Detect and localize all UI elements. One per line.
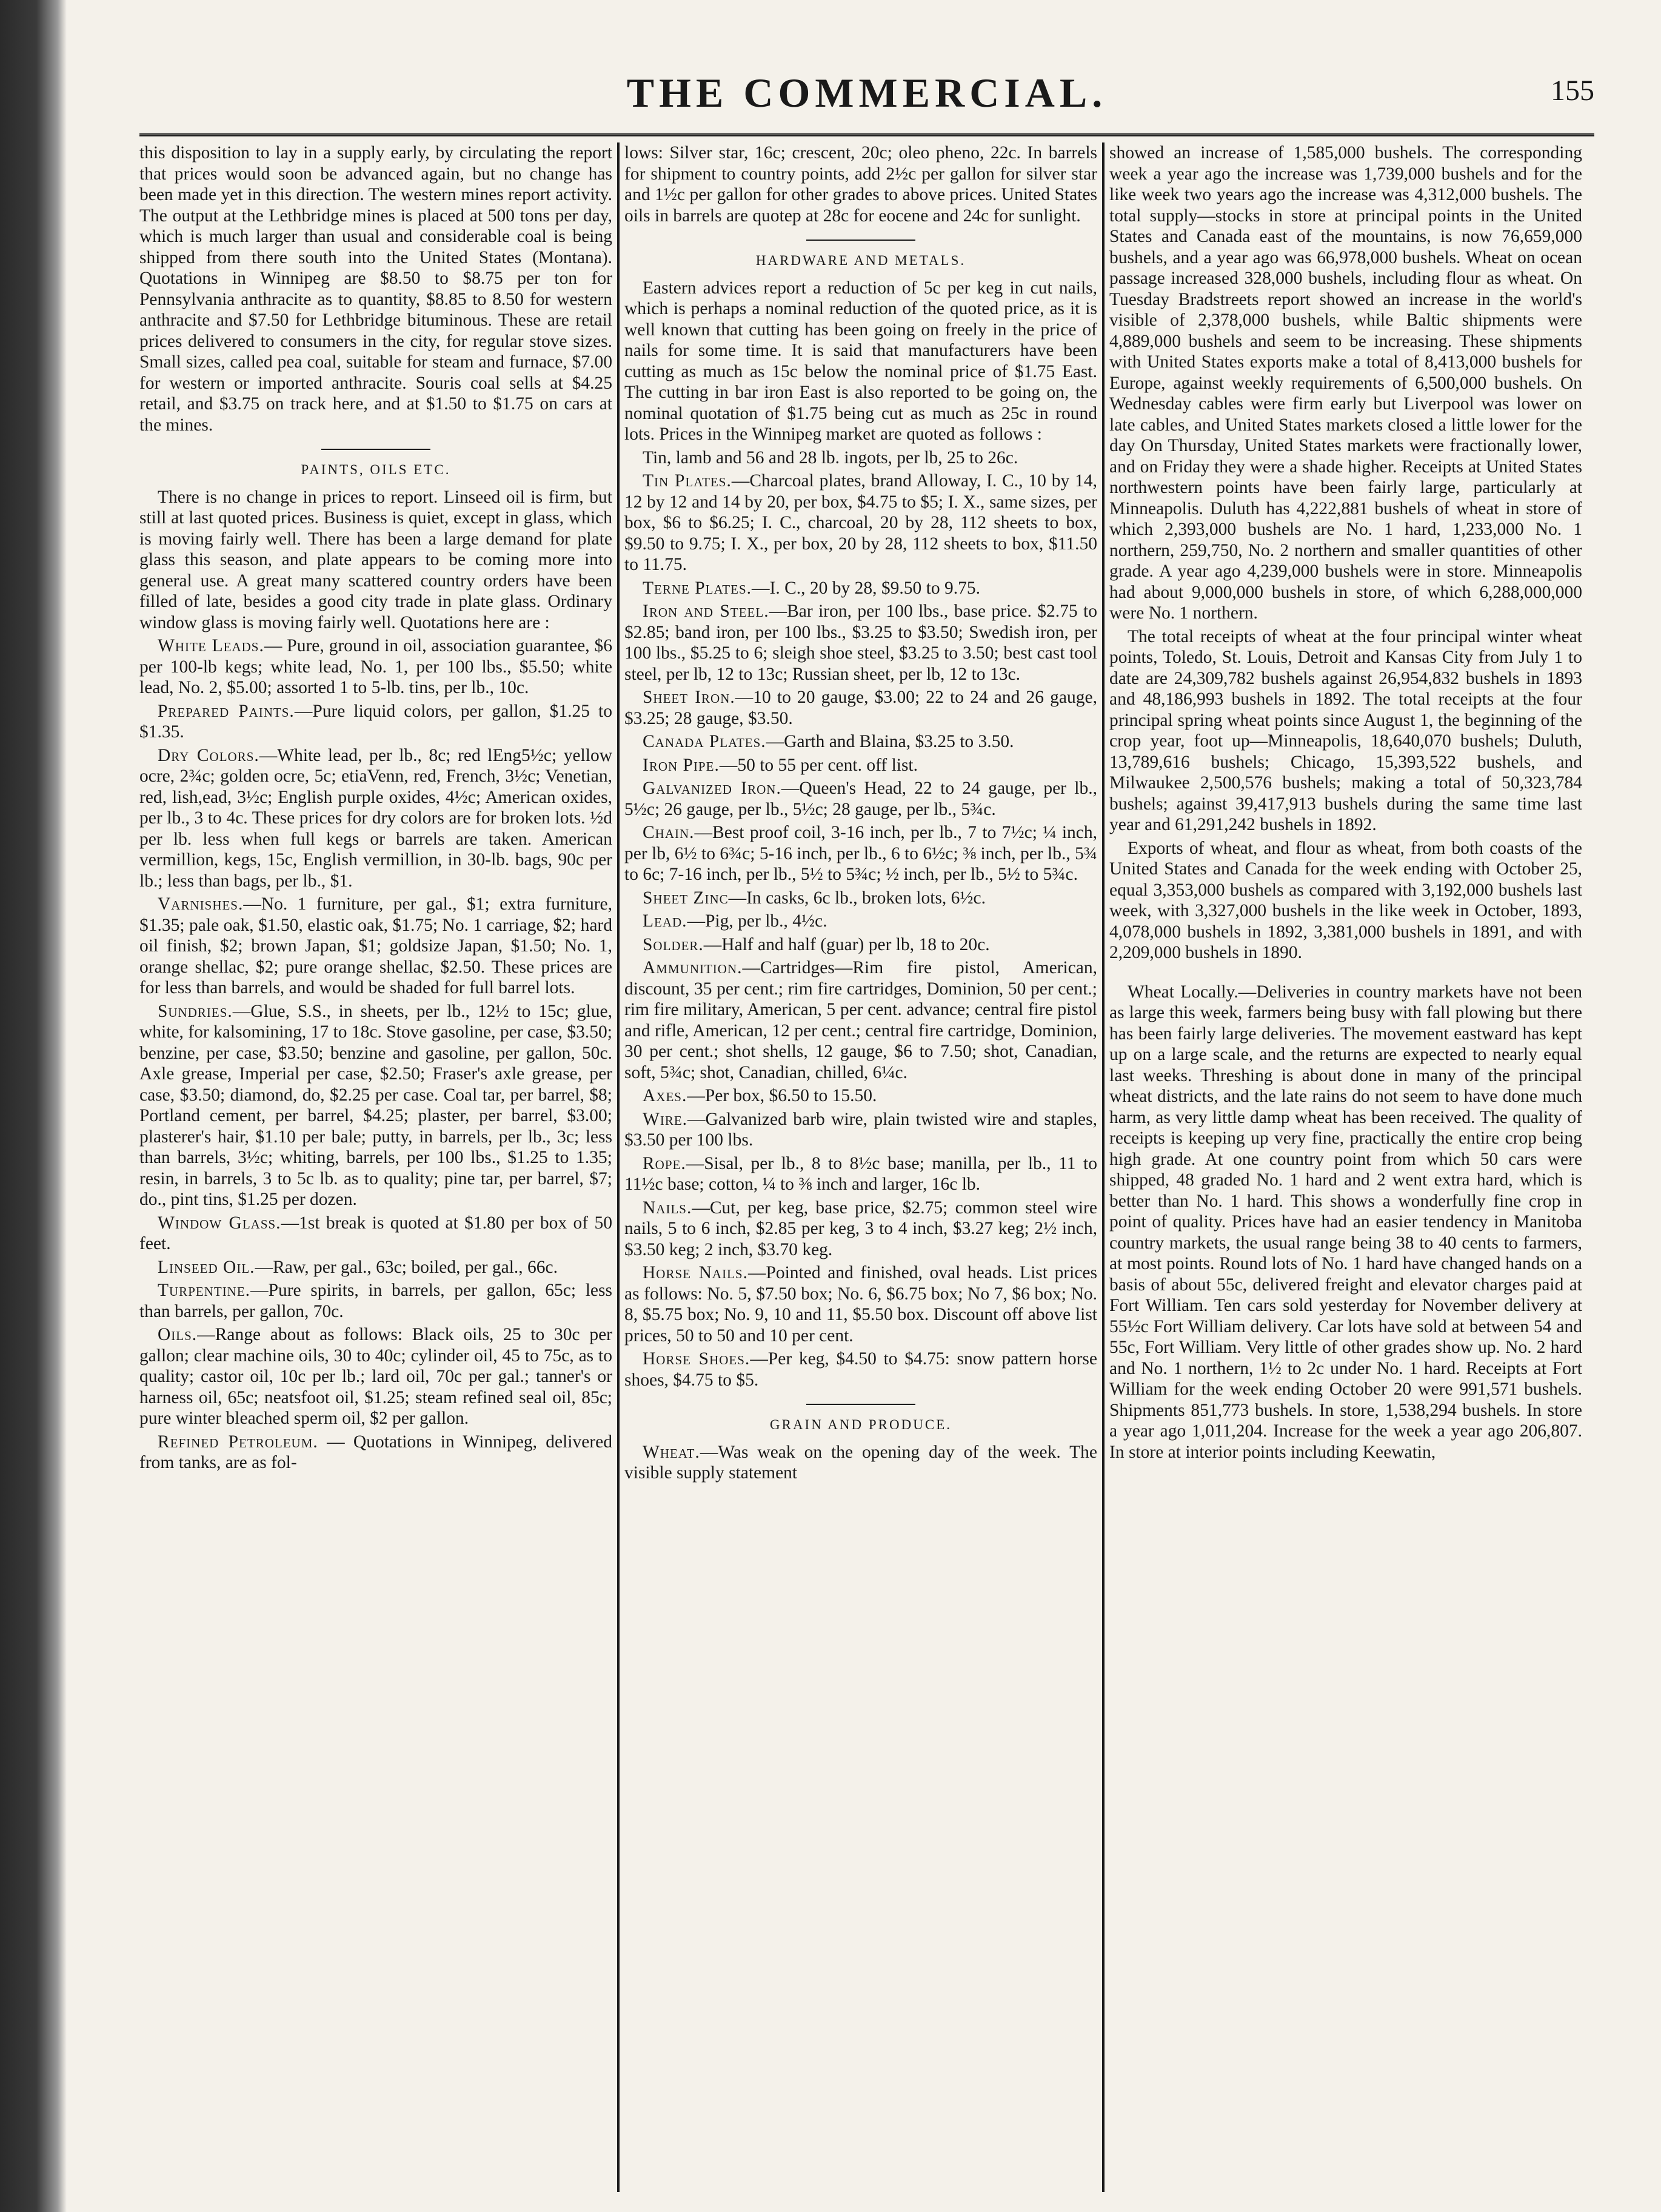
paragraph-text: —Garth and Blaina, $3.25 to 3.50. [766, 732, 1014, 751]
publication-title: THE COMMERCIAL. [626, 70, 1108, 116]
paragraph [139, 635, 612, 699]
paragraph-text: —Pure spirits, in barrels, per gallon, 65c; less than barrels, per gallon, 70c. [139, 1281, 612, 1321]
paragraph [139, 1001, 612, 1210]
paragraph-text: showed an increase of 1,585,000 bushels. The corresponding week a year ago the increase was 1,739,000 bushels and for the like week two years ago the increase was 4,312,000 bushels. The total supply—stocks in store at principal points in the United States and Canada east of the mountains, is now 76,659,000 bushels, and a year ago was 66,978,000 bushels. Wheat on ocean passage increased 328,000 bushels, including flour as wheat. On Tuesday Bradstreets report showed an increase in the world's visible of 2,378,000 bushels, while Baltic shipments were 4,889,000 bushels and seem to be increasing. These shipments with United States exports make a total of 8,413,000 bushels for Europe, against weekly requirements of 6,500,000 bushels. On Wednesday cables were firm early but Liverpool was lower on late cables, and United States markets closed a little lower for the day On Thursday, United States markets were fractionally lower, and on Friday they were a shade higher. Receipts at United States northwestern points have been fairly large, particularly at Minneapolis. Duluth has 4,222,881 bushels of wheat in store of which 2,393,000 bushels are No. 1 hard, 1,233,000 No. 1 northern, 259,750, No. 2 northern and smaller quantities of other grade. A year ago 4,239,000 bushels were in store. Minneapolis had about 9,000,000 bushels in store, of which 6,288,000,000 were No. 1 northern. [1109, 143, 1582, 623]
paragraph-text: —1st break is quoted at $1.80 per box of 50 feet. [139, 1213, 612, 1253]
paragraph [624, 731, 1097, 752]
paragraph-text: —I. C., 20 by 28, $9.50 to 9.75. [752, 578, 980, 598]
paragraph-text: —Per keg, $4.50 to $4.75: snow pattern horse shoes, $4.75 to $5. [624, 1349, 1097, 1390]
paragraph-text: —In casks, 6c lb., broken lots, 6½c. [728, 888, 986, 908]
paragraph [139, 1213, 612, 1255]
paragraph-text: Exports of wheat, and flour as wheat, from both coasts of the United States and Canada for the week ending with October 25, equal 3,353,000 bushels as compared with 3,192,000 bushels last week, with 3,327,000 bushels in the like week in October, 1893, 4,078,000 bushels in 1892, 3,381,000 bushels in 1891, and with 2,209,000 bushels in 1890. [1109, 838, 1582, 962]
paragraph-text: The total receipts of wheat at the four principal winter wheat points, Toledo, St. Louis, Detroit and Kansas City from July 1 to date are 24,309,782 bushels against 26,954,832 bushels in 1893 and 48,186,993 bushels in 1892. The total receipts at the four principal spring wheat points since August 1, the beginning of the crop year, foot up—Minneapolis, 18,640,070 bushels; Duluth, 13,789,616 bushels; Chicago, 15,393,522 bushels, and Milwaukee 2,500,576 bushels; making a total of 50,323,784 bushels; against 39,417,913 bushels during the same time last year and 61,291,242 bushels in 1892. [1109, 626, 1582, 834]
paragraph-text: — Quotations in Winnipeg, delivered from tanks, are as fol- [139, 1432, 612, 1472]
paragraph [624, 1442, 1097, 1484]
paragraph-text: Tin, lamb and 56 and 28 lb. ingots, per lb, 25 to 26c. [643, 447, 1018, 468]
column-3 [1109, 142, 1582, 2192]
paragraph-text: —Queen's Head, 22 to 24 gauge, per lb., 5½c; 26 gauge, per lb., 5½c; 28 gauge, per lb., 5¾c. [624, 779, 1097, 819]
item-lead: Iron Pipe. [643, 755, 720, 775]
column-rule [1102, 142, 1105, 2192]
paragraph-text: —Glue, S.S., in sheets, per lb., 12½ to 15c; glue, white, for kalsomining, 17 to 18c. Stove gasoline, per case, $3.50; benzine, per case, $3.50; benzine and gasoline, per gallon, 50c. Axle grease, Imperial per case, $2.50; Fraser's axle grease, per case, $3.50; diamond, do, $2.25 per case. Coal tar, per barrel, $8; Portland cement, per barrel, $4.25; plaster, per barrel, $3.00; plasterer's hair, $1.10 per bale; putty, in barrels, per lb., 3c; less than barrels, 3½c; whiting, barrels, per 100 lbs., $1.25 to 1.35; resin, in barrels, 3 to 5c lb. as to quality; pine tar, per barrel, $7; do., pint tins, $1.25 per dozen. [139, 1001, 612, 1209]
item-lead: Wire. [643, 1109, 688, 1129]
item-lead: Dry Colors. [158, 745, 259, 765]
paragraph-text: —50 to 55 per cent. off list. [719, 755, 918, 775]
paragraph [1109, 142, 1582, 624]
paragraph [139, 701, 612, 743]
paragraph [139, 142, 612, 435]
paragraph-text: There is no change in prices to report. Linseed oil is firm, but still at last quoted prices. Business is quiet, except in glass, which is moving fairly well. There has been a large demand for plate glass this season, and plate appears to be coming more into general use. A great many scattered country orders have been filled of late, besides a good city trade in plate glass. Ordinary window glass is moving fairly well. Quotations here are : [139, 487, 612, 632]
paragraph-text: Wheat Locally.—Deliveries in country markets have not been as large this week, farmers being busy with fall plowing but there has been fairly large deliveries. The movement eastward has kept up on a large scale, and the returns are expected to nearly equal last weeks. Threshing is about done in many of the principal wheat districts, and the late rains do not seem to have done much harm, as very little damp wheat has been received. The quality of receipts is keeping up very fine, practically the entire crop being high grade. At one country point from which 50 cars were shipped, 48 graded No. 1 hard and 2 went extra hard, which is better than No. 1 hard. This shows a wonderfully fine crop in point of quality. Prices have had an easier tendency in Manitoba country markets, the usual range being 38 to 40 cents to farmers, at most points. Round lots of No. 1 hard have changed hands on a basis of about 55c, delivered freight and elevator charges paid at Fort William. Ten cars sold yesterday for November delivery at 55½c Fort William delivery. Car lots have sold at between 54 and 55c, Fort William. Very little of other grades show up. No. 2 hard and No. 1 northern, 1½ to 2c under No. 1 hard. Receipts at Fort William for the week ending October 20 were 991,571 bushels. Shipments 851,773 bushels. In store, 1,538,294 bushels. In store a year ago 1,011,204. Increase for the week a year ago 206,807. In store at interior points including Keewatin, [1109, 982, 1582, 1462]
paragraph [139, 487, 612, 634]
paragraph [624, 1109, 1097, 1151]
page-number: 155 [1551, 75, 1594, 107]
paragraph-text: —Per box, $6.50 to 15.50. [687, 1086, 877, 1105]
paragraph [1109, 838, 1582, 964]
paragraph [624, 687, 1097, 729]
paragraph [624, 447, 1097, 469]
paragraph [139, 1257, 612, 1278]
paragraph-text: this disposition to lay in a supply early, by circulating the report that prices would soon be advanced again, but no change has been made yet in this direction. The western mines report activity. The output at the Lethbridge mines is placed at 500 tons per day, which is much larger than usual and considerable coal is being shipped from there south into the United States (Montana). Quotations in Winnipeg are $8.50 to $8.75 per ton for Pennsylvania anthracite as to quantity, $8.85 to 8.50 for western anthracite and $7.50 for Lethbridge bituminous. These are retail prices delivered to consumers in the city, for regular stove sizes. Small sizes, called pea coal, suitable for steam and furnace, $7.00 for western or imported anthracite. Souris coal sells at $4.25 retail, and $3.75 on track here, and at $1.50 to $1.75 on cars at the mines. [139, 143, 612, 435]
paragraph-text: —Bar iron, per 100 lbs., base price. $2.75 to $2.85; band iron, per 100 lbs., $3.25 to $3.50; Swedish iron, per 100 lbs., $5.25 to 6; sleigh shoe steel, $3.25 to 3.50; best cast tool steel, per lb, 12 to 13c; Russian sheet, per lb, 12 to 13c. [624, 602, 1097, 684]
paragraph-text: —Cartridges—Rim fire pistol, American, discount, 35 per cent.; rim fire cartridges, Dominion, 50 per cent.; rim fire military, American, 5 per cent. advance; central fire pistol and rifle, American, 12 per cent.; central fire cartridge, Dominion, 30 per cent.; shot shells, 12 gauge, $6 to 7.50; shot, Canadian, soft, 5¾c; shot, Canadian, chilled, 6¼c. [624, 958, 1097, 1082]
item-lead: Horse Nails. [643, 1263, 748, 1282]
item-lead: Rope. [643, 1153, 686, 1173]
column-rule [617, 142, 620, 2192]
binding-edge [0, 0, 67, 2212]
paragraph [139, 894, 612, 999]
paragraph-text: —Half and half (guar) per lb, 18 to 20c. [703, 934, 990, 954]
paragraph-text: —Range about as follows: Black oils, 25 to 30c per gallon; clear machine oils, 30 to 40c; cylinder oil, 45 to 75c, as to quality; castor oil, 10c per lb.; lard oil, 70c per gal.; tanner's or harness oil, 65c; neatsfoot oil, $1.25; steam refined seal oil, 85c; pure winter bleached sperm oil, $2 per gallon. [139, 1325, 612, 1428]
item-lead: Sheet Zinc [643, 888, 729, 908]
paragraph [624, 755, 1097, 776]
paragraph [624, 1198, 1097, 1261]
paragraph [624, 778, 1097, 820]
item-lead: Horse Shoes. [643, 1349, 750, 1369]
item-lead: Sundries. [158, 1001, 233, 1021]
paragraph-text: —White lead, per lb., 8c; red lEng5½c; yellow ocre, 2¾c; golden ocre, 5c; etiaVenn, red, French, 3½c; Venetian, red, lish,ead, 3½c; English purple oxides, 4½c; American oxides, per lb., 3 to 4c. These prices for dry colors are for broken lots. ½d per lb. less when full kegs or barrels are taken. American vermillion, kegs, 15c, English vermillion, in 30-lb. bags, 90c per lb.; less than bags, per lb., $1. [139, 745, 612, 891]
paragraph [1109, 626, 1582, 836]
item-lead: Lead. [643, 911, 687, 931]
item-lead: Galvanized Iron. [643, 779, 781, 798]
paragraph [624, 911, 1097, 932]
paragraph [624, 471, 1097, 575]
paragraph-text: —Pointed and finished, oval heads. List prices as follows: No. 5, $7.50 box; No. 6, $6.75 box; No 7, $6 box; No. 8, $5.75 box; No. 9, 10 and 11, $5.50 box. Discount off above list prices, 50 to 50 and 10 per cent. [624, 1263, 1097, 1346]
paragraph-text: — Pure, ground in oil, association guarantee, $6 per 100-lb kegs; white lead, No. 1, per 100 lbs., $5.50; white lead, No. 2, $5.00; assorted 1 to 5-lb. tins, per lb., 10c. [139, 636, 612, 697]
paragraph-text: —Sisal, per lb., 8 to 8½c base; manilla, per lb., 11 to 11½c base; cotton, ¼ to ⅜ inch and larger, 16c lb. [624, 1153, 1097, 1194]
paragraph [624, 601, 1097, 685]
section-heading: GRAIN AND PRODUCE. [624, 1404, 1097, 1436]
paragraph [624, 1153, 1097, 1195]
newspaper-page [139, 61, 1594, 2195]
paragraph-text: —Raw, per gal., 63c; boiled, per gal., 66c. [255, 1257, 558, 1277]
paragraph-text: —Pig, per lb., 4½c. [687, 911, 827, 931]
paragraph [139, 745, 612, 892]
paragraph-text: —Was weak on the opening day of the week. The visible supply statement [624, 1442, 1097, 1483]
paragraph [139, 1280, 612, 1322]
paragraph [624, 934, 1097, 956]
paragraph [624, 822, 1097, 885]
item-lead: Varnishes. [158, 894, 244, 914]
paragraph [624, 278, 1097, 445]
item-lead: Ammunition. [643, 958, 743, 977]
section-heading: PAINTS, OILS ETC. [139, 449, 612, 481]
item-lead: White Leads. [158, 636, 264, 655]
item-lead: Turpentine. [158, 1281, 251, 1300]
paragraph [1109, 982, 1582, 1463]
item-lead: Axes. [643, 1086, 687, 1105]
masthead [139, 61, 1594, 136]
section-heading: HARDWARE AND METALS. [624, 240, 1097, 272]
item-lead: Nails. [643, 1198, 692, 1218]
item-lead: Wheat. [643, 1442, 700, 1462]
paragraph [624, 1085, 1097, 1107]
paragraph [624, 888, 1097, 909]
paragraph-text: —Best proof coil, 3-16 inch, per lb., 7 to 7½c; ¼ inch, per lb, 6½ to 6¾c; 5-16 inch, per lb., 6 to 6½c; ⅜ inch, per lb., 5¾ to 6c; 7-16 inch, per lb., 5½ to 5¾c; ½ inch, per lb., 5½ to 5¾c. [624, 823, 1097, 884]
paragraph-text: —Pure liquid colors, per gallon, $1.25 to $1.35. [139, 701, 612, 742]
paragraph [624, 1349, 1097, 1390]
item-lead: Prepared Paints. [158, 701, 295, 721]
item-lead: Linseed Oil. [158, 1257, 255, 1277]
paragraph-text: —10 to 20 gauge, $3.00; 22 to 24 and 26 gauge, $3.25; 28 gauge, $3.50. [624, 688, 1097, 728]
item-lead: Chain. [643, 823, 695, 842]
paragraph-text: —No. 1 furniture, per gal., $1; extra furniture, $1.35; pale oak, $1.50, elastic oak, $1.75; No. 1 carriage, $2; hard oil finish, $2; brown Japan, $1; goldsize Japan, $1.50; No. 1, orange shellac, $2; pure orange shellac, $2.50. These prices are for less than barrels, and would be shaded for full barrel lots. [139, 894, 612, 997]
paragraph [624, 957, 1097, 1083]
item-lead: Tin Plates. [643, 471, 732, 491]
item-lead: Iron and Steel. [643, 602, 769, 621]
paragraph [624, 142, 1097, 226]
paragraph [624, 1262, 1097, 1346]
article-columns [139, 142, 1594, 2192]
item-lead: Sheet Iron. [643, 688, 735, 707]
item-lead: Refined Petroleum. [158, 1432, 318, 1452]
item-lead: Canada Plates. [643, 732, 766, 751]
paragraph [139, 1324, 612, 1429]
column-1 [139, 142, 612, 2192]
paragraph-text: —Cut, per keg, base price, $2.75; common steel wire nails, 5 to 6 inch, $2.85 per keg, 3 to 4 inch, $3.27 keg; 2½ inch, $3.50 keg; 2 inch, $3.70 keg. [624, 1198, 1097, 1259]
paragraph [624, 578, 1097, 599]
paragraph [139, 1432, 612, 1473]
paragraph-text: lows: Silver star, 16c; crescent, 20c; oleo pheno, 22c. In barrels for shipment to country points, add 2½c per gallon for silver star and 1½c per gallon for other grades to above prices. United States oils in barrels are quotep at 28c for eocene and 24c for sunlight. [624, 143, 1097, 226]
item-lead: Solder. [643, 934, 704, 954]
paragraph-text: Eastern advices report a reduction of 5c per keg in cut nails, which is perhaps a nominal reduction of the quoted price, as it is well known that cutting has been going on freely in the price of nails for some time. It is said that manufacturers have been cutting as much as 15c below the nominal price of $1.75 East. The cutting in bar iron East is also reported to be going on, the nominal quotation of $1.75 being cut as much as 25c in round lots. Prices in the Winnipeg market are quoted as follows : [624, 278, 1097, 444]
item-lead: Window Glass. [158, 1213, 281, 1233]
item-lead: Oils. [158, 1325, 198, 1344]
paragraph-text: —Charcoal plates, brand Alloway, I. C., 10 by 14, 12 by 12 and 14 by 20, per box, $4.75 to $5; I. X., same sizes, per box, $6 to $6.25; I. C., charcoal, 20 by 28, 112 sheets to box, $9.50 to 9.75; I. X., per box, 20 by 28, 112 sheets to box, $11.50 to 11.75. [624, 471, 1097, 574]
paragraph-text: —Galvanized barb wire, plain twisted wire and staples, $3.50 per 100 lbs. [624, 1109, 1097, 1150]
column-2 [624, 142, 1097, 2192]
item-lead: Terne Plates. [643, 578, 752, 598]
